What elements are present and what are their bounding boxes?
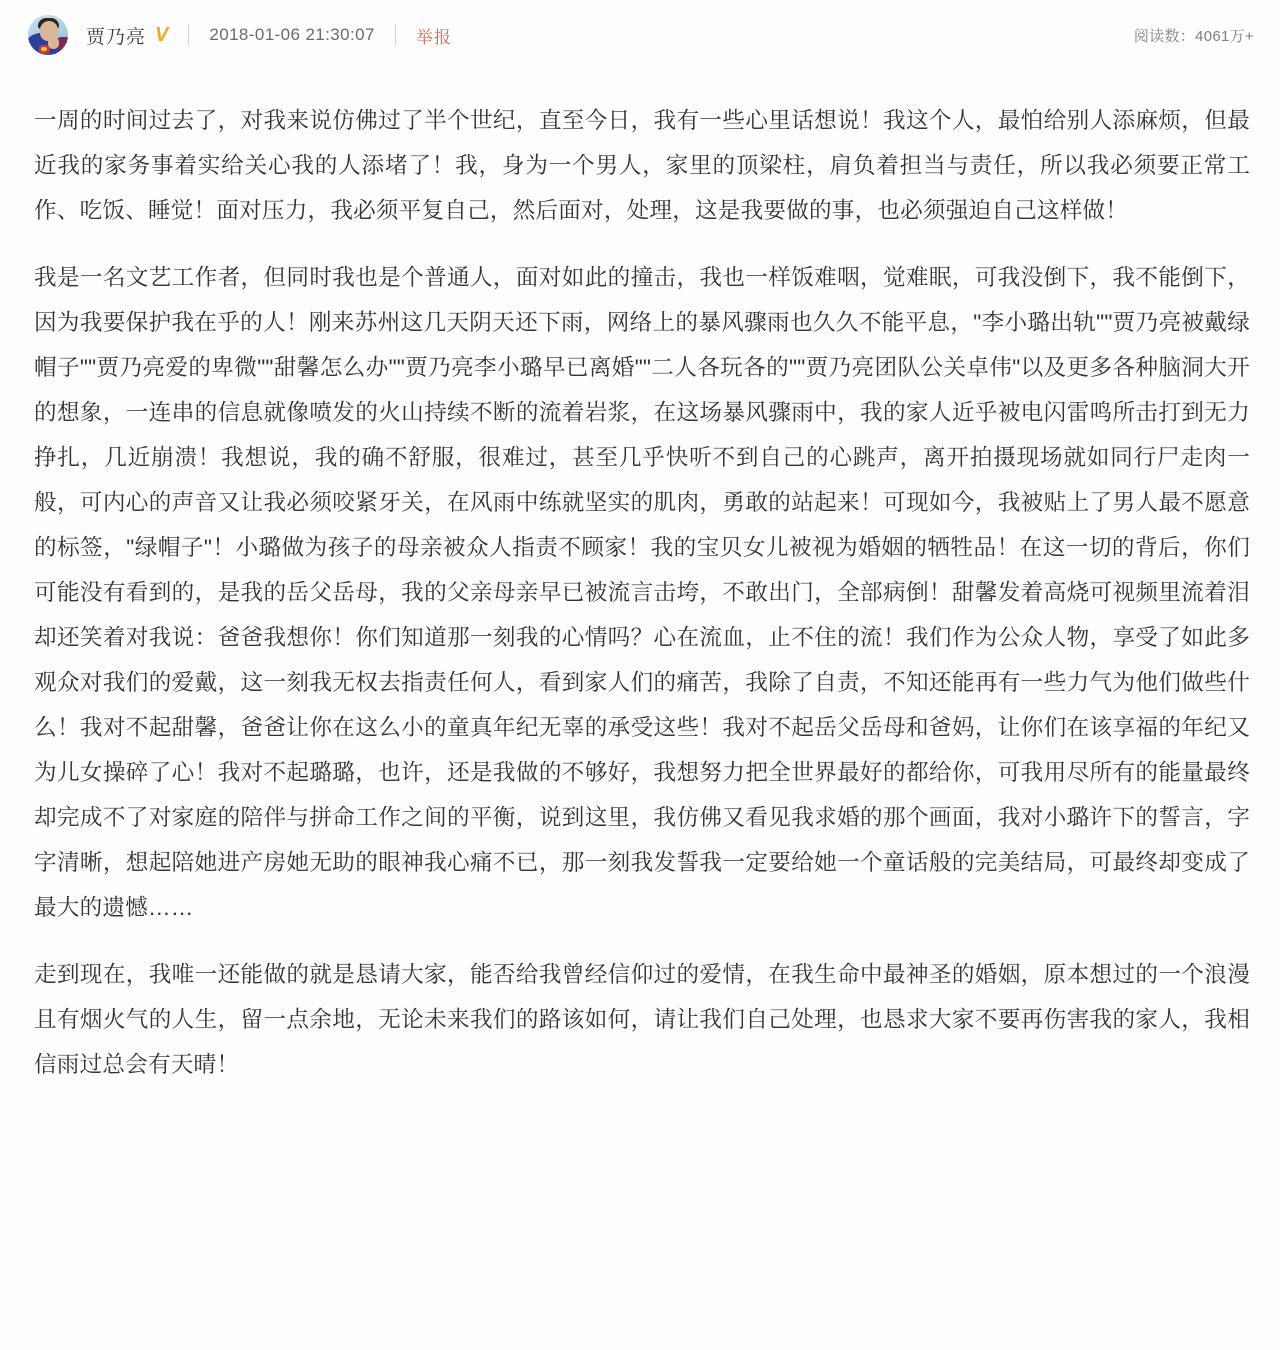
verified-badge-icon: V [155, 24, 169, 46]
author-name[interactable]: 贾乃亮 [86, 26, 147, 48]
read-count: 阅读数：4061万+ [1133, 27, 1254, 45]
post-paragraph: 走到现在，我唯一还能做的就是恳请大家，能否给我曾经信仰过的爱情，在我生命中最神圣的婚姻，原本想过的一个浪漫且有烟火气的人生，留一点余地，无论未来我们的路该如何，请让我们自己处理，也恳求大家不要再伤害我的家人，我相信雨过总会有天晴！ [34, 962, 1250, 1077]
avatar[interactable] [28, 15, 68, 55]
header-divider-1 [188, 24, 189, 46]
avatar-hand [48, 37, 59, 49]
post-paragraph: 我是一名文艺工作者，但同时我也是个普通人，面对如此的撞击，我也一样饭难咽，觉难眠，可我没倒下，我不能倒下，因为我要保护我在乎的人！刚来苏州这几天阴天还下雨，网络上的暴风骤雨也久久不能平息，"李小璐出轨""贾乃亮被戴绿帽子""贾乃亮爱的卑微""甜馨怎么办""贾乃亮李小璐早已离婚""二人各玩各的""贾乃亮团队公关卓伟"以及更多各种脑洞大开的想象，一连串的信息就像喷发的火山持续不断的流着岩浆，在这场暴风骤雨中，我的家人近乎被电闪雷鸣所击打到无力挣扎，几近崩溃！我想说，我的确不舒服，很难过，甚至几乎快听不到自己的心跳声，离开拍摄现场就如同行尸走肉一般，可内心的声音又让我必须咬紧牙关，在风雨中练就坚实的肌肉，勇敢的站起来！可现如今，我被贴上了男人最不愿意的标签，"绿帽子"！小璐做为孩子的母亲被众人指责不顾家！我的宝贝女儿被视为婚姻的牺牲品！在这一切的背后，你们可能没有看到的，是我的岳父岳母，我的父亲母亲早已被流言击垮，不敢出门，全部病倒！甜馨发着高烧可视频里流着泪却还笑着对我说：爸爸我想你！你们知道那一刻我的心情吗？心在流血，止不住的流！我们作为公众人物，享受了如此多观众对我们的爱戴，这一刻我无权去指责任何人，看到家人们的痛苦，我除了自责，不知还能再有一些力气为他们做些什么！我对不起甜馨，爸爸让你在这么小的童真年纪无辜的承受这些！我对不起岳父岳母和爸妈，让你们在该享福的年纪又为儿女操碎了心！我对不起璐璐，也许，还是我做的不够好，我想努力把全世界最好的都给你，可我用尽所有的能量最终却完成不了对家庭的陪伴与拼命工作之间的平衡，说到这里，我仿佛又看见我求婚的那个画面，我对小璐许下的誓言，字字清晰，想起陪她进产房她无助的眼神我心痛不已，那一刻我发誓我一定要给她一个童话般的完美结局，可最终却变成了最大的遗憾…… [34, 265, 1250, 920]
post-header [0, 0, 1280, 70]
post-body [0, 70, 1280, 1087]
report-link[interactable]: 举报 [415, 27, 452, 47]
post-timestamp: 2018-01-06 21:30:07 [209, 25, 375, 44]
post-paragraph: 一周的时间过去了，对我来说仿佛过了半个世纪，直至今日，我有一些心里话想说！我这个人，最怕给别人添麻烦，但最近我的家务事着实给关心我的人添堵了！我，身为一个男人，家里的顶梁柱，肩负着担当与责任，所以我必须要正常工作、吃饭、睡觉！面对压力，我必须平复自己，然后面对，处理，这是我要做的事，也必须强迫自己这样做！ [34, 108, 1250, 223]
header-divider-2 [395, 24, 396, 46]
